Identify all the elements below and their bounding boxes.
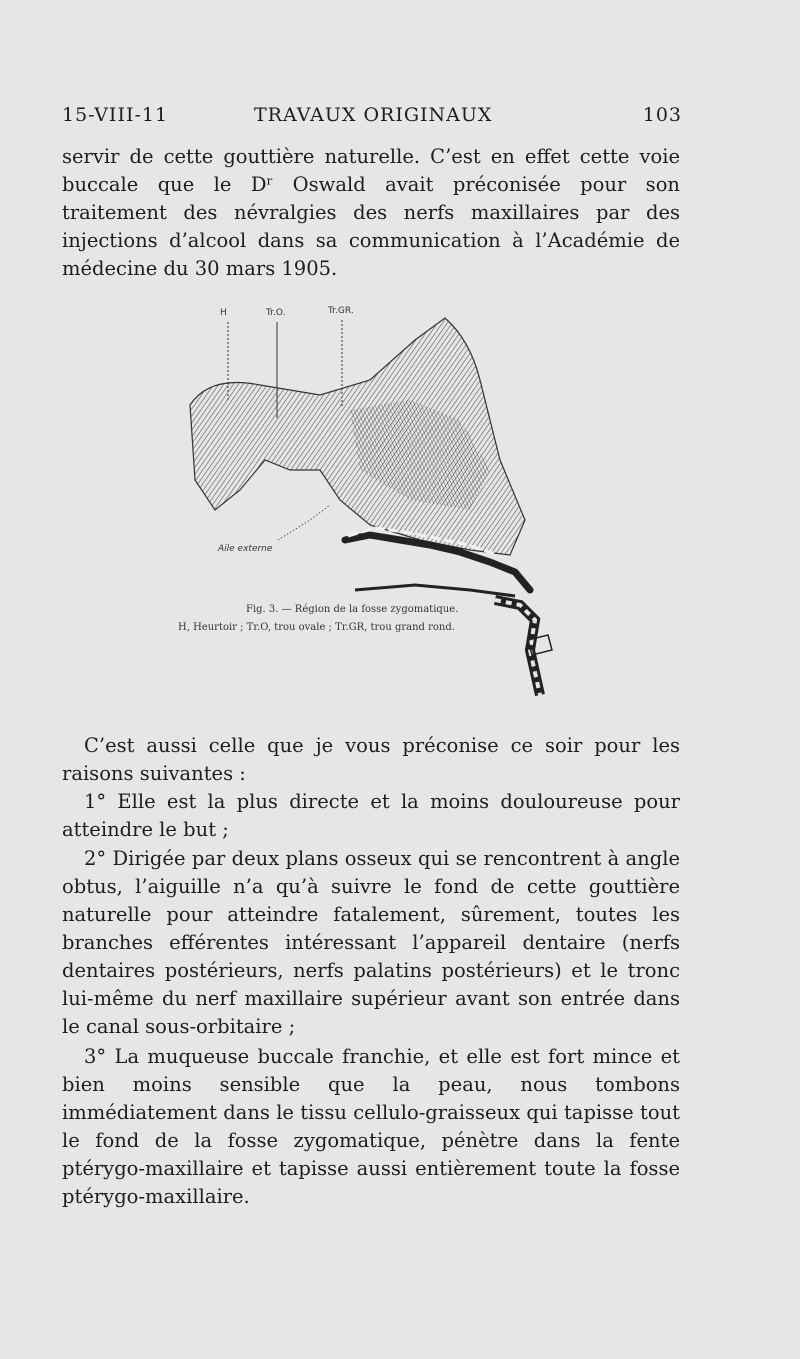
paragraph-preconise: C’est aussi celle que je vous préconise ce soir pour les raisons suivantes : <box>62 734 680 785</box>
label-trou-ovale: Tr.O. <box>266 308 286 318</box>
header-title: TRAVAUX ORIGINAUX <box>254 104 493 126</box>
running-header <box>62 104 682 130</box>
label-aile-externe: Aile externe <box>218 544 273 554</box>
figure-caption-legend: H, Heurtoir ; Tr.O, trou ovale ; Tr.GR, trou grand rond. <box>178 622 455 633</box>
skull-illustration <box>170 300 570 710</box>
paragraph-point-2: 2° Dirigée par deux plans osseux qui se rencontrent à angle obtus, l’aiguille n’a qu’à suivre le fond de cette gouttière naturelle pour atteindre fatalement, sûrement, toutes les branches efférentes intéressant l’appareil dentaire (nerfs dentaires postérieurs, nerfs palatins postérieurs) et le tronc lui-même du nerf maxillaire supérieur avant son entrée dans le canal sous-orbitaire ; <box>62 847 680 1038</box>
label-heurtoir: H <box>220 308 227 318</box>
page-number: 103 <box>642 104 682 126</box>
figure-caption-title: Fig. 3. — Région de la fosse zygomatique. <box>246 604 459 615</box>
label-trou-grand-rond: Tr.GR. <box>328 306 354 316</box>
anatomical-figure <box>170 300 570 710</box>
paragraph-intro: servir de cette gouttière naturelle. C’est en effet cette voie buccale que le Dʳ Oswald avait préconisée pour son traitement des névralgies des nerfs maxillaires par des injections d’alcool dans sa communication à l’Académie de médecine du 30 mars 1905. <box>62 145 680 280</box>
paragraph-point-3: 3° La muqueuse buccale franchie, et elle est fort mince et bien moins sensible que la peau, nous tombons immédiatement dans le tissu cellulo-graisseux qui tapisse tout le fond de la fosse zygomatique, pénètre dans la fente ptérygo-maxillaire et tapisse aussi entièrement toute la fosse ptérygo-maxillaire. <box>62 1045 680 1208</box>
header-date: 15-VIII-11 <box>62 104 169 126</box>
paragraph-point-1: 1° Elle est la plus directe et la moins douloureuse pour atteindre le but ; <box>62 790 680 841</box>
